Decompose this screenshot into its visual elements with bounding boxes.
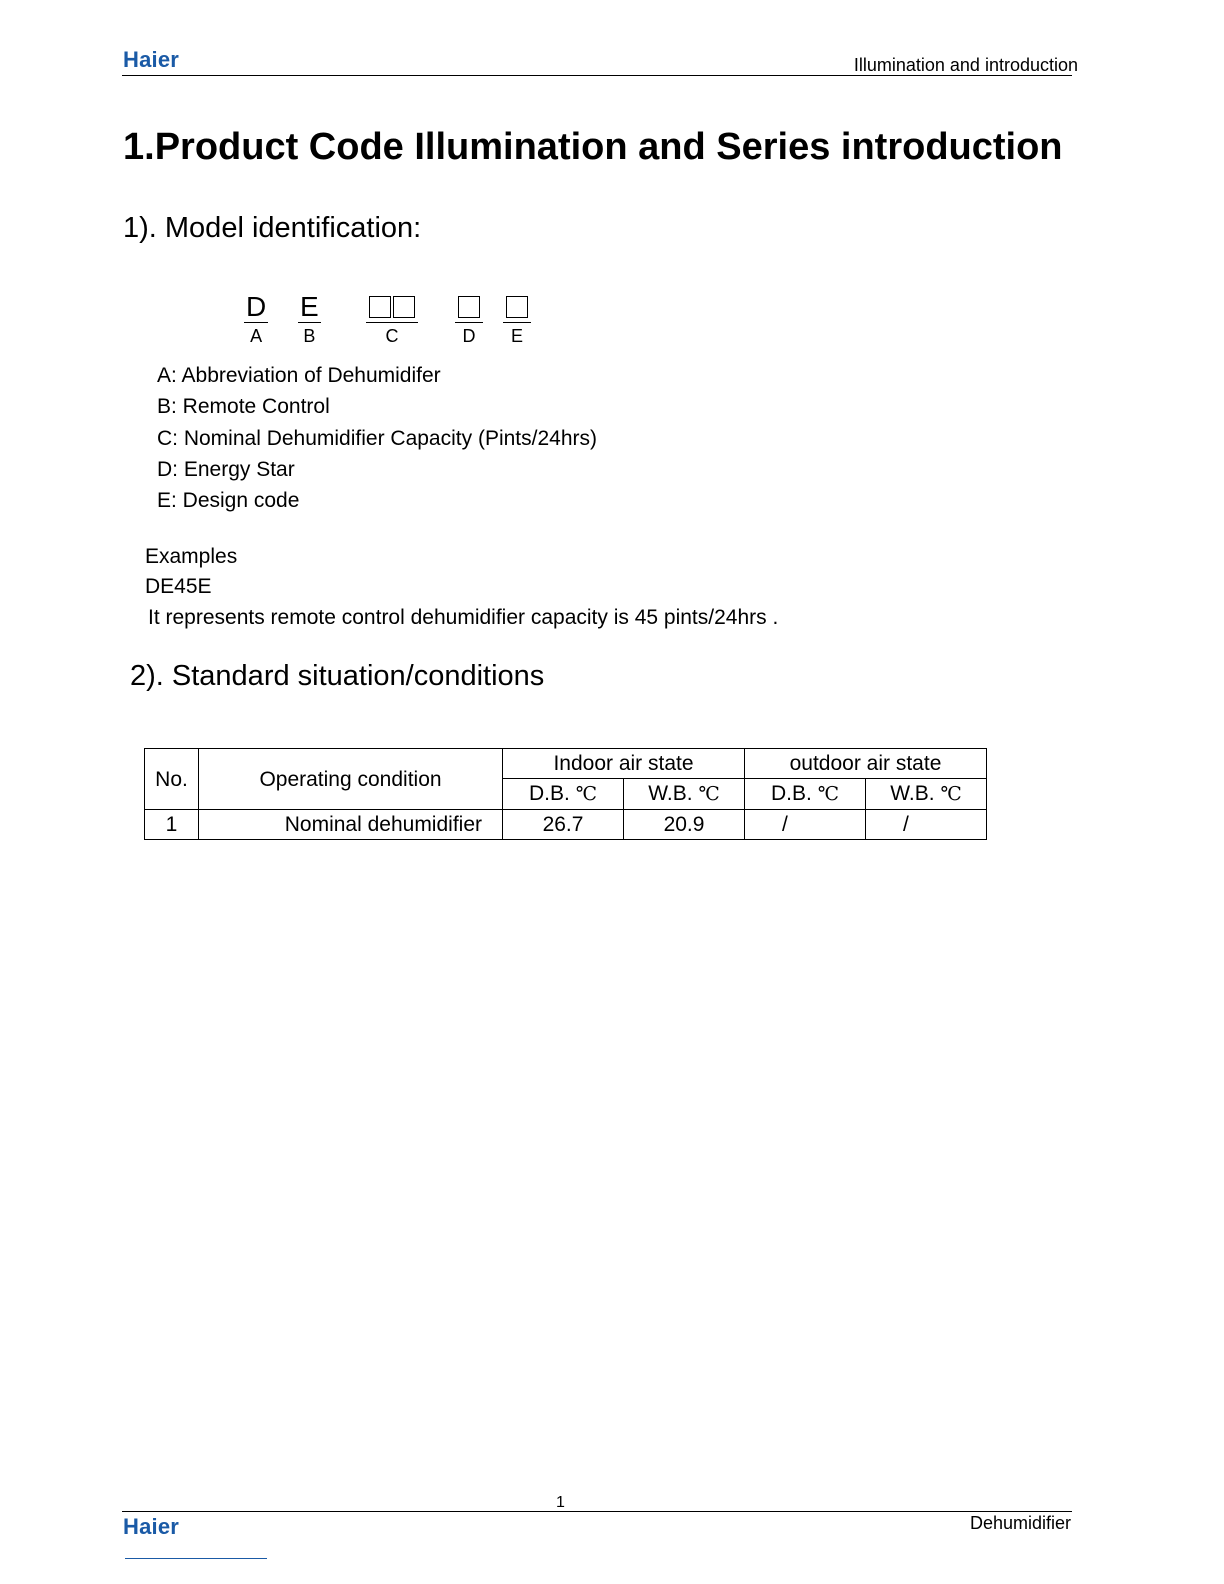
code-placeholder-energy-star [455,292,483,323]
footer-logo: Haier [123,1514,180,1539]
cell-indoor-db: 26.7 [503,810,624,840]
celsius-unit: ℃ [817,783,839,805]
celsius-unit: ℃ [575,783,597,805]
code-segment-a [244,292,268,347]
cell-condition: Nominal dehumidifier [199,810,503,840]
subheader-indoor-wb: W.B. ℃ [624,779,745,810]
cell-outdoor-wb: / [866,810,987,840]
conditions-table [144,748,987,840]
header-indoor-air-state: Indoor air state [503,749,745,779]
code-label-d: D [462,326,476,346]
code-segment-c [366,292,418,347]
footer-document-title: Dehumidifier [969,1513,1071,1533]
header-no: No. [145,749,199,810]
cell-no: 1 [145,810,199,840]
legend-item-d: D: Energy Star [157,457,295,481]
code-segment-d [455,292,483,347]
example-code: DE45E [145,575,212,598]
subheader-outdoor-db: D.B. ℃ [745,779,866,810]
legend-item-a: A: Abbreviation of Dehumidifer [157,364,441,387]
code-label-a: A [250,326,263,346]
legend-item-e: E: Design code [157,489,300,513]
placeholder-box-icon [506,296,528,318]
table-header-row [145,749,987,779]
subheader-indoor-db: D.B. ℃ [503,779,624,810]
page-number: 1 [556,1494,565,1511]
code-segment-b [298,292,321,347]
page-title: 1.Product Code Illumination and Series introduction [123,126,1063,168]
subheader-outdoor-wb: W.B. ℃ [866,779,987,810]
celsius-unit: ℃ [698,783,720,805]
legend-item-c: C: Nominal Dehumidifier Capacity (Pints/24hrs) [157,426,597,450]
code-placeholder-capacity [366,292,418,323]
footer-divider [122,1511,1072,1512]
legend-item-b: B: Remote Control [157,395,330,419]
table-row [145,810,987,840]
code-legend [157,360,597,516]
code-segment-e [503,292,531,347]
placeholder-box-icon [458,296,480,318]
celsius-unit: ℃ [940,783,962,805]
code-letter-e: E [300,291,319,322]
footer-accent-line [125,1558,267,1559]
code-label-c: C [385,326,399,346]
standard-conditions-heading: 2). Standard situation/conditions [130,660,545,692]
header-section-title: Illumination and introduction [853,55,1078,75]
model-identification-heading: 1). Model identification: [123,212,422,244]
examples-label: Examples [145,545,238,568]
code-placeholder-design [503,292,531,323]
code-label-e: E [510,326,523,346]
header-logo: Haier [123,47,180,72]
placeholder-box-icon [369,296,391,318]
cell-indoor-wb: 20.9 [624,810,745,840]
example-description: It represents remote control dehumidifier capacity is 45 pints/24hrs . [148,606,779,629]
placeholder-box-icon [393,296,415,318]
header-outdoor-air-state: outdoor air state [745,749,987,779]
code-letter-d: D [246,291,267,322]
header-divider [122,75,1072,76]
code-label-b: B [303,326,316,346]
cell-outdoor-db: / [745,810,866,840]
header-operating-condition: Operating condition [199,749,503,810]
